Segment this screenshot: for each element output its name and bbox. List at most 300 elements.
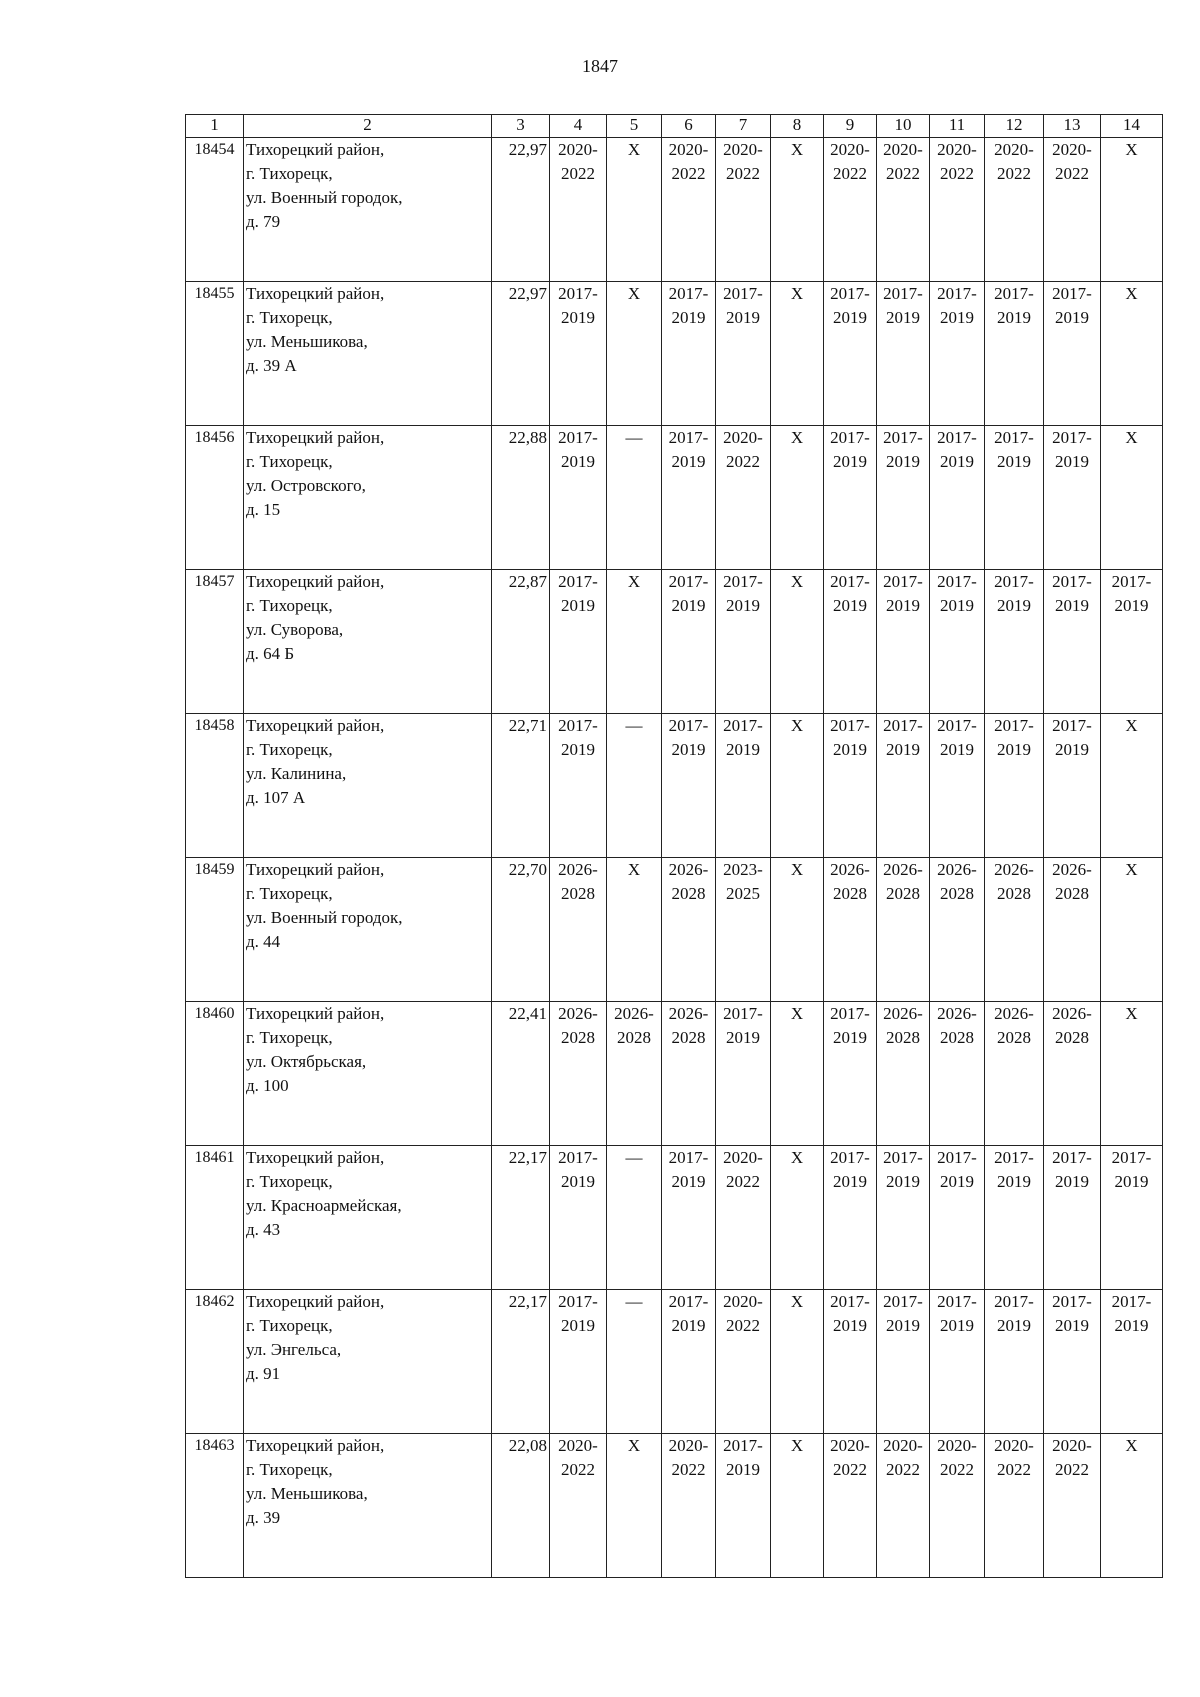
- column-header-12: 12: [985, 115, 1044, 138]
- address-cell: [244, 1146, 492, 1290]
- address-line: Тихорецкий район,: [246, 428, 385, 447]
- period-text: X: [790, 140, 804, 159]
- address-line: Тихорецкий район,: [246, 572, 385, 591]
- period-cell-col-11: [930, 570, 985, 714]
- period-text: 2028: [997, 1028, 1031, 1047]
- period-text: 2028: [940, 1028, 974, 1047]
- period-cell-col-5: [607, 1290, 662, 1434]
- row-number: 18456: [186, 426, 244, 570]
- period-cell-col-6: [662, 1146, 716, 1290]
- period-text: 2028: [561, 884, 595, 903]
- period-cell-col-14: [1101, 858, 1163, 1002]
- period-text: 2017-: [994, 572, 1034, 591]
- period-text: 2017-: [668, 1148, 709, 1167]
- address-cell: [244, 426, 492, 570]
- period-cell-col-14: [1101, 1146, 1163, 1290]
- period-text: 2017-: [937, 284, 977, 303]
- period-text: 2017-: [830, 1004, 870, 1023]
- table-row: [186, 1146, 1163, 1290]
- row-number: 18455: [186, 282, 244, 426]
- period-text: 2019: [997, 740, 1031, 759]
- period-cell-col-10: [877, 570, 930, 714]
- period-cell-col-9: [824, 1002, 877, 1146]
- period-text: 2026-: [1052, 1004, 1092, 1023]
- period-text: 2019: [671, 308, 706, 327]
- period-text: 2026-: [994, 860, 1034, 879]
- period-cell-col-4: [550, 1002, 607, 1146]
- period-text: 2019: [1055, 308, 1089, 327]
- period-text: 2017-: [1111, 1292, 1152, 1311]
- period-text: 2019: [1114, 1316, 1149, 1335]
- period-text: X: [627, 284, 641, 303]
- period-text: 2017-: [1052, 716, 1092, 735]
- row-number: 18459: [186, 858, 244, 1002]
- period-text: 2019: [561, 740, 595, 759]
- period-cell-col-14: [1101, 138, 1163, 282]
- period-text: 2025: [726, 884, 760, 903]
- period-text: 2017-: [883, 1148, 923, 1167]
- period-cell-col-4: [550, 570, 607, 714]
- area-cell: 22,88: [492, 426, 550, 570]
- period-text: 2022: [671, 1460, 706, 1479]
- period-text: 2022: [886, 164, 920, 183]
- period-cell-col-5: [607, 282, 662, 426]
- period-text: X: [790, 284, 804, 303]
- page-number: 1847: [582, 56, 618, 76]
- period-cell-col-11: [930, 426, 985, 570]
- period-text: 2019: [886, 1172, 920, 1191]
- period-cell-col-12: [985, 138, 1044, 282]
- period-cell-col-7: [716, 138, 771, 282]
- period-cell-col-14: [1101, 1002, 1163, 1146]
- period-text: —: [625, 716, 643, 735]
- period-text: 2017-: [883, 428, 923, 447]
- period-text: 2028: [1055, 884, 1089, 903]
- period-text: 2028: [997, 884, 1031, 903]
- address-line: д. 15: [246, 500, 281, 519]
- period-cell-col-7: [716, 570, 771, 714]
- period-cell-col-8: [771, 714, 824, 858]
- period-text: 2019: [1055, 1172, 1089, 1191]
- period-text: 2017-: [1111, 1148, 1152, 1167]
- period-cell-col-4: [550, 426, 607, 570]
- period-text: 2019: [940, 308, 974, 327]
- table-row: [186, 426, 1163, 570]
- period-text: 2019: [940, 1172, 974, 1191]
- period-cell-col-13: [1044, 1290, 1101, 1434]
- table-row: [186, 282, 1163, 426]
- period-cell-col-5: [607, 1434, 662, 1578]
- period-text: 2026-: [668, 860, 709, 879]
- period-cell-col-7: [716, 282, 771, 426]
- period-text: 2026-: [830, 860, 870, 879]
- period-cell-col-9: [824, 714, 877, 858]
- address-line: г. Тихорецк,: [246, 1028, 333, 1047]
- period-text: 2019: [561, 308, 595, 327]
- period-text: 2022: [940, 1460, 974, 1479]
- period-text: 2017-: [723, 284, 763, 303]
- period-cell-col-14: [1101, 1434, 1163, 1578]
- period-cell-col-5: [607, 426, 662, 570]
- area-cell: 22,41: [492, 1002, 550, 1146]
- row-number: 18454: [186, 138, 244, 282]
- period-text: 2028: [1055, 1028, 1089, 1047]
- period-cell-col-14: [1101, 714, 1163, 858]
- period-cell-col-4: [550, 714, 607, 858]
- period-cell-col-13: [1044, 1146, 1101, 1290]
- period-text: X: [790, 1004, 804, 1023]
- period-cell-col-11: [930, 858, 985, 1002]
- period-text: 2022: [561, 1460, 595, 1479]
- period-cell-col-14: [1101, 426, 1163, 570]
- period-text: 2028: [617, 1028, 651, 1047]
- address-cell: [244, 714, 492, 858]
- address-cell: [244, 1002, 492, 1146]
- period-cell-col-4: [550, 1290, 607, 1434]
- period-text: —: [625, 1292, 643, 1311]
- registry-table: [185, 114, 1163, 1578]
- period-text: 2020-: [937, 1436, 977, 1455]
- period-text: 2020-: [1052, 1436, 1092, 1455]
- period-text: 2020-: [994, 140, 1034, 159]
- period-cell-col-13: [1044, 138, 1101, 282]
- period-text: 2019: [671, 452, 706, 471]
- period-text: 2022: [726, 452, 760, 471]
- table-row: [186, 570, 1163, 714]
- period-text: X: [627, 1436, 641, 1455]
- period-text: 2020-: [668, 1436, 709, 1455]
- period-text: 2019: [886, 740, 920, 759]
- area-cell: 22,97: [492, 282, 550, 426]
- period-text: 2017-: [558, 428, 598, 447]
- address-line: Тихорецкий район,: [246, 1292, 385, 1311]
- period-text: 2019: [561, 596, 595, 615]
- period-cell-col-12: [985, 1146, 1044, 1290]
- period-cell-col-8: [771, 570, 824, 714]
- period-cell-col-11: [930, 1146, 985, 1290]
- period-text: 2017-: [830, 428, 870, 447]
- period-cell-col-6: [662, 1002, 716, 1146]
- period-text: 2017-: [830, 1148, 870, 1167]
- period-text: 2017-: [558, 572, 598, 591]
- period-text: —: [625, 1148, 643, 1167]
- period-cell-col-9: [824, 426, 877, 570]
- address-line: г. Тихорецк,: [246, 1316, 333, 1335]
- period-text: 2017-: [937, 428, 977, 447]
- period-text: 2019: [940, 740, 974, 759]
- period-text: 2019: [886, 452, 920, 471]
- period-cell-col-9: [824, 282, 877, 426]
- period-text: 2022: [997, 164, 1031, 183]
- period-text: —: [625, 428, 643, 447]
- address-line: г. Тихорецк,: [246, 452, 333, 471]
- period-text: 2017-: [883, 572, 923, 591]
- row-number: 18457: [186, 570, 244, 714]
- period-text: 2017-: [937, 716, 977, 735]
- period-cell-col-4: [550, 858, 607, 1002]
- period-text: 2017-: [883, 1292, 923, 1311]
- area-cell: 22,70: [492, 858, 550, 1002]
- period-text: 2019: [671, 1172, 706, 1191]
- area-cell: 22,08: [492, 1434, 550, 1578]
- table-row: [186, 714, 1163, 858]
- period-text: 2019: [833, 1316, 867, 1335]
- table-row: [186, 1002, 1163, 1146]
- period-text: 2019: [886, 308, 920, 327]
- period-text: 2026-: [558, 1004, 598, 1023]
- period-text: 2017-: [558, 1148, 598, 1167]
- period-cell-col-8: [771, 1146, 824, 1290]
- address-line: Тихорецкий район,: [246, 1148, 385, 1167]
- period-text: 2020-: [723, 1292, 763, 1311]
- period-cell-col-8: [771, 138, 824, 282]
- period-cell-col-7: [716, 1146, 771, 1290]
- row-number: 18463: [186, 1434, 244, 1578]
- period-text: 2022: [997, 1460, 1031, 1479]
- period-text: 2017-: [668, 284, 709, 303]
- period-text: 2017-: [883, 284, 923, 303]
- period-text: 2020-: [723, 428, 763, 447]
- period-text: 2020-: [883, 140, 923, 159]
- period-text: 2022: [1055, 1460, 1089, 1479]
- address-line: г. Тихорецк,: [246, 740, 333, 759]
- period-cell-col-7: [716, 858, 771, 1002]
- period-text: 2017-: [937, 572, 977, 591]
- period-cell-col-11: [930, 138, 985, 282]
- period-text: 2019: [726, 1460, 760, 1479]
- period-text: X: [627, 140, 641, 159]
- period-text: 2028: [671, 884, 706, 903]
- period-text: 2017-: [994, 284, 1034, 303]
- period-cell-col-10: [877, 858, 930, 1002]
- area-cell: 22,17: [492, 1290, 550, 1434]
- address-line: Тихорецкий район,: [246, 140, 385, 159]
- period-text: 2026-: [1052, 860, 1092, 879]
- address-line: г. Тихорецк,: [246, 596, 333, 615]
- period-text: 2019: [940, 596, 974, 615]
- period-text: 2028: [671, 1028, 706, 1047]
- address-line: д. 100: [246, 1076, 289, 1095]
- period-cell-col-5: [607, 858, 662, 1002]
- period-cell-col-13: [1044, 1434, 1101, 1578]
- period-cell-col-13: [1044, 570, 1101, 714]
- column-header-9: 9: [824, 115, 877, 138]
- period-text: X: [1125, 1436, 1138, 1455]
- address-line: ул. Меньшикова,: [246, 1484, 368, 1503]
- period-cell-col-9: [824, 138, 877, 282]
- area-cell: 22,71: [492, 714, 550, 858]
- period-text: X: [790, 1292, 804, 1311]
- period-text: X: [790, 716, 804, 735]
- period-text: 2017-: [558, 716, 598, 735]
- period-text: 2019: [833, 1028, 867, 1047]
- address-line: ул. Военный городок,: [246, 908, 403, 927]
- period-text: 2019: [833, 596, 867, 615]
- period-text: 2022: [561, 164, 595, 183]
- period-text: 2019: [1055, 452, 1089, 471]
- period-text: 2019: [997, 596, 1031, 615]
- period-text: 2017-: [723, 716, 763, 735]
- period-text: X: [1125, 284, 1138, 303]
- period-text: 2019: [1114, 1172, 1149, 1191]
- period-cell-col-4: [550, 138, 607, 282]
- period-cell-col-10: [877, 1290, 930, 1434]
- period-cell-col-11: [930, 1002, 985, 1146]
- period-text: 2019: [997, 452, 1031, 471]
- period-text: 2017-: [1052, 284, 1092, 303]
- address-cell: [244, 1290, 492, 1434]
- period-text: 2017-: [1052, 572, 1092, 591]
- period-text: 2017-: [558, 1292, 598, 1311]
- period-cell-col-5: [607, 714, 662, 858]
- period-text: 2020-: [994, 1436, 1034, 1455]
- address-cell: [244, 282, 492, 426]
- period-text: 2017-: [937, 1292, 977, 1311]
- period-text: 2017-: [668, 428, 709, 447]
- period-cell-col-8: [771, 1002, 824, 1146]
- address-line: г. Тихорецк,: [246, 1460, 333, 1479]
- column-header-7: 7: [716, 115, 771, 138]
- period-cell-col-12: [985, 570, 1044, 714]
- period-cell-col-7: [716, 1290, 771, 1434]
- period-cell-col-10: [877, 1434, 930, 1578]
- address-line: д. 91: [246, 1364, 281, 1383]
- address-line: ул. Калинина,: [246, 764, 347, 783]
- address-line: ул. Энгельса,: [246, 1340, 342, 1359]
- period-text: 2017-: [994, 716, 1034, 735]
- period-text: X: [790, 1148, 804, 1167]
- period-text: 2019: [1114, 596, 1149, 615]
- period-text: 2022: [940, 164, 974, 183]
- period-cell-col-11: [930, 282, 985, 426]
- period-text: 2026-: [614, 1004, 654, 1023]
- period-cell-col-9: [824, 570, 877, 714]
- period-cell-col-10: [877, 282, 930, 426]
- period-text: 2019: [561, 1316, 595, 1335]
- period-text: 2017-: [883, 716, 923, 735]
- period-text: 2022: [886, 1460, 920, 1479]
- column-header-6: 6: [662, 115, 716, 138]
- address-cell: [244, 138, 492, 282]
- period-text: 2019: [671, 596, 706, 615]
- period-cell-col-6: [662, 138, 716, 282]
- address-line: д. 44: [246, 932, 281, 951]
- period-text: 2019: [1055, 740, 1089, 759]
- column-header-5: 5: [607, 115, 662, 138]
- column-header-8: 8: [771, 115, 824, 138]
- period-text: 2020-: [937, 140, 977, 159]
- column-number-row: [186, 115, 1163, 138]
- period-text: 2019: [726, 308, 760, 327]
- period-cell-col-10: [877, 1002, 930, 1146]
- address-line: Тихорецкий район,: [246, 1004, 385, 1023]
- address-line: ул. Красноармейская,: [246, 1196, 402, 1215]
- period-text: 2026-: [937, 1004, 977, 1023]
- period-cell-col-13: [1044, 1002, 1101, 1146]
- address-line: д. 64 Б: [246, 644, 295, 663]
- period-text: 2026-: [937, 860, 977, 879]
- period-text: X: [790, 1436, 804, 1455]
- period-text: 2019: [1055, 596, 1089, 615]
- address-cell: [244, 570, 492, 714]
- period-cell-col-8: [771, 1290, 824, 1434]
- period-text: 2022: [833, 164, 867, 183]
- period-text: 2019: [726, 1028, 760, 1047]
- period-cell-col-7: [716, 426, 771, 570]
- address-line: г. Тихорецк,: [246, 1172, 333, 1191]
- column-header-1: 1: [186, 115, 244, 138]
- period-text: 2022: [671, 164, 706, 183]
- period-text: 2026-: [558, 860, 598, 879]
- period-text: X: [790, 860, 804, 879]
- column-header-4: 4: [550, 115, 607, 138]
- address-line: Тихорецкий район,: [246, 716, 385, 735]
- address-line: д. 43: [246, 1220, 281, 1239]
- period-text: 2020-: [558, 140, 598, 159]
- row-number: 18461: [186, 1146, 244, 1290]
- period-cell-col-12: [985, 714, 1044, 858]
- period-text: 2017-: [994, 1292, 1034, 1311]
- column-header-10: 10: [877, 115, 930, 138]
- period-text: 2028: [940, 884, 974, 903]
- period-text: 2019: [833, 308, 867, 327]
- period-cell-col-8: [771, 282, 824, 426]
- period-text: 2019: [671, 1316, 706, 1335]
- period-cell-col-9: [824, 1434, 877, 1578]
- period-text: 2017-: [558, 284, 598, 303]
- period-cell-col-10: [877, 138, 930, 282]
- period-cell-col-7: [716, 1434, 771, 1578]
- area-cell: 22,97: [492, 138, 550, 282]
- period-cell-col-7: [716, 1002, 771, 1146]
- period-text: 2019: [997, 1172, 1031, 1191]
- period-text: X: [1125, 140, 1138, 159]
- period-text: 2017-: [830, 716, 870, 735]
- period-text: 2022: [1055, 164, 1089, 183]
- period-text: 2019: [833, 1172, 867, 1191]
- period-text: 2019: [561, 1172, 595, 1191]
- period-text: 2017-: [830, 572, 870, 591]
- period-cell-col-8: [771, 858, 824, 1002]
- address-line: ул. Островского,: [246, 476, 366, 495]
- period-text: 2020-: [668, 140, 709, 159]
- table-row: [186, 138, 1163, 282]
- period-cell-col-6: [662, 570, 716, 714]
- row-number: 18458: [186, 714, 244, 858]
- period-text: 2019: [833, 740, 867, 759]
- period-cell-col-10: [877, 714, 930, 858]
- period-text: X: [1125, 428, 1138, 447]
- period-cell-col-5: [607, 1002, 662, 1146]
- period-text: 2019: [561, 452, 595, 471]
- period-text: 2028: [886, 884, 920, 903]
- period-cell-col-4: [550, 1146, 607, 1290]
- period-text: 2017-: [723, 572, 763, 591]
- period-text: 2017-: [994, 428, 1034, 447]
- period-cell-col-5: [607, 138, 662, 282]
- period-text: X: [1125, 1004, 1138, 1023]
- table-row: [186, 1290, 1163, 1434]
- period-text: 2019: [833, 452, 867, 471]
- period-text: X: [627, 860, 641, 879]
- period-text: 2020-: [558, 1436, 598, 1455]
- period-text: 2019: [886, 1316, 920, 1335]
- period-text: 2017-: [1052, 428, 1092, 447]
- address-line: ул. Октябрьская,: [246, 1052, 367, 1071]
- period-text: 2017-: [1052, 1292, 1092, 1311]
- period-text: 2020-: [723, 1148, 763, 1167]
- period-cell-col-6: [662, 1290, 716, 1434]
